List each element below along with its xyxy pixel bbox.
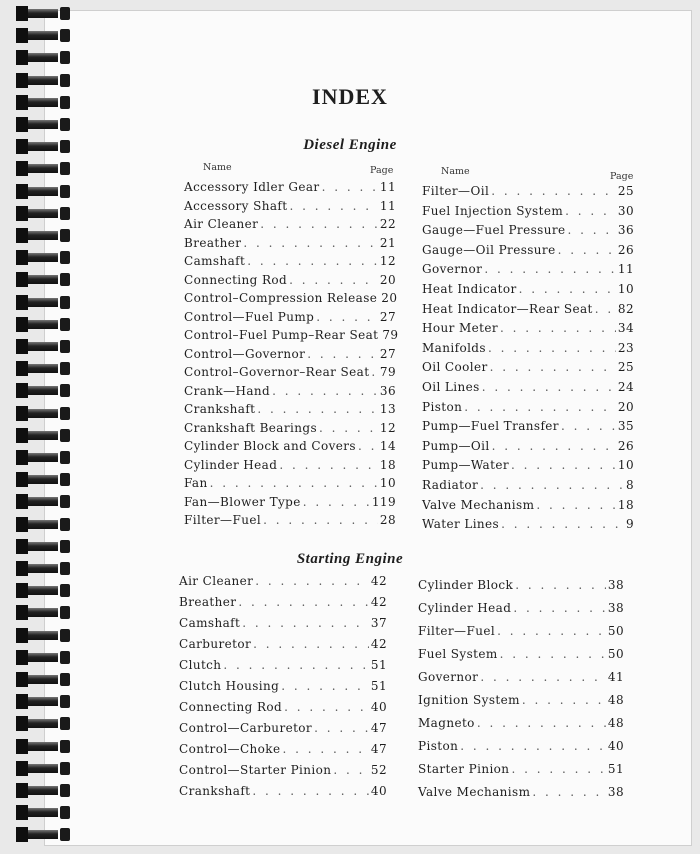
binding-ring [16, 739, 74, 754]
index-entry [179, 616, 387, 637]
index-entry [179, 658, 387, 679]
index-entry [422, 478, 634, 498]
entry-page-number: 36 [379, 383, 396, 398]
leader-dots [284, 700, 369, 714]
entry-name: Filter—Oil [422, 184, 490, 198]
binding-ring [16, 228, 74, 243]
entry-name: Cylinder Head [184, 457, 278, 472]
entry-page-number: 42 [370, 595, 387, 609]
entry-name: Filter—Fuel [418, 624, 496, 638]
binding-ring [16, 716, 74, 731]
leader-dots [500, 321, 616, 335]
entry-name: Clutch [179, 658, 222, 672]
entry-page-number: 48 [607, 693, 624, 707]
binding-ring [16, 161, 74, 176]
leader-dots [558, 243, 616, 257]
index-entry [179, 742, 387, 763]
entry-name: Pump—Fuel Transfer [422, 419, 559, 434]
entry-name: Radiator [422, 477, 479, 492]
entry-name: Accessory Idler Gear [184, 180, 320, 194]
leader-dots [307, 347, 378, 361]
leader-dots [238, 595, 369, 609]
entry-name: Hour Meter [422, 321, 499, 336]
entry-name: Control—Starter Pinion [179, 763, 332, 777]
starting-right-list [418, 578, 624, 808]
entry-page-number: 14 [379, 439, 396, 453]
entry-page-number: 12 [379, 420, 396, 435]
entry-page-number: 30 [617, 203, 634, 218]
index-entry [418, 716, 624, 739]
leader-dots [319, 421, 378, 435]
leader-dots [242, 616, 369, 630]
spiral-binding [16, 6, 74, 848]
entry-page-number: 24 [617, 379, 634, 394]
leader-dots [358, 439, 378, 453]
entry-name: Heat Indicator—Rear Seat [422, 301, 593, 316]
index-entry [179, 595, 387, 616]
entry-name: Pump—Water [422, 458, 509, 473]
entry-page-number: 26 [617, 242, 634, 257]
binding-ring [16, 250, 74, 265]
entry-page-number: 37 [370, 616, 387, 630]
index-entry [184, 476, 396, 495]
entry-page-number: 41 [607, 670, 624, 684]
entry-page-number: 11 [379, 198, 396, 213]
entry-name: Ignition System [418, 693, 520, 707]
index-entry [422, 360, 634, 380]
index-entry [422, 204, 634, 224]
index-entry [184, 402, 396, 421]
leader-dots [247, 254, 378, 268]
page-title: INDEX [312, 84, 388, 109]
binding-ring [16, 472, 74, 487]
leader-dots [491, 184, 616, 198]
index-entry [422, 400, 634, 420]
entry-name: Magneto [418, 716, 475, 730]
entry-page-number: 50 [607, 624, 624, 638]
binding-ring [16, 317, 74, 332]
leader-dots [500, 647, 606, 661]
entry-page-number: 47 [370, 721, 387, 735]
index-entry [184, 421, 396, 440]
binding-ring [16, 783, 74, 798]
entry-page-number: 22 [379, 217, 396, 231]
leader-dots [484, 262, 616, 276]
entry-page-number: 38 [607, 785, 624, 799]
entry-name: Oil Lines [422, 379, 480, 394]
entry-name: Camshaft [179, 616, 241, 630]
entry-name: Crankshaft [184, 402, 256, 416]
leader-dots [488, 341, 616, 355]
index-entry [184, 384, 396, 403]
entry-page-number: 36 [617, 223, 634, 238]
index-entry [184, 236, 396, 255]
leader-dots [567, 223, 615, 237]
index-entry [184, 310, 396, 329]
binding-ring [16, 50, 74, 65]
entry-page-number: 25 [617, 360, 634, 375]
entry-page-number: 40 [370, 784, 387, 798]
diesel-engine-heading: Diesel Engine [303, 137, 397, 153]
entry-page-number: 20 [379, 272, 396, 287]
entry-name: Control—Carburetor [179, 721, 313, 735]
entry-name: Accessory Shaft [184, 198, 288, 213]
index-entry [179, 763, 387, 784]
binding-ring [16, 450, 74, 465]
entry-page-number: 40 [370, 700, 387, 714]
entry-name: Governor [418, 670, 479, 684]
leader-dots [243, 236, 378, 250]
index-entry [422, 419, 634, 439]
index-entry [184, 180, 396, 199]
entry-page-number: 20 [381, 291, 398, 305]
binding-ring [16, 650, 74, 665]
diesel-right-list [422, 184, 634, 537]
index-entry [422, 223, 634, 243]
index-entry [184, 365, 396, 384]
index-entry [184, 439, 396, 458]
leader-dots [480, 478, 624, 492]
index-entry [422, 243, 634, 263]
entry-page-number: 25 [617, 184, 634, 198]
entry-name: Breather [179, 595, 237, 609]
leader-dots [515, 578, 606, 592]
entry-page-number: 38 [607, 601, 624, 615]
entry-name: Connecting Rod [179, 700, 283, 714]
entry-name: Connecting Rod [184, 272, 288, 287]
index-entry [418, 762, 624, 785]
binding-ring [16, 206, 74, 221]
diesel-right-name-header: Name [441, 166, 470, 177]
entry-page-number: 38 [607, 578, 624, 592]
index-entry [422, 321, 634, 341]
leader-dots [497, 624, 606, 638]
index-entry [422, 498, 634, 518]
leader-dots [511, 762, 605, 776]
leader-dots [272, 384, 378, 398]
binding-ring [16, 117, 74, 132]
entry-name: Valve Mechanism [418, 785, 531, 799]
entry-page-number: 51 [607, 762, 624, 776]
index-entry [422, 458, 634, 478]
entry-page-number: 28 [379, 513, 396, 527]
leader-dots [255, 574, 369, 588]
binding-ring [16, 406, 74, 421]
entry-name: Air Cleaner [184, 217, 259, 231]
entry-page-number: 27 [379, 346, 396, 361]
leader-dots [460, 739, 606, 753]
entry-page-number: 51 [370, 658, 387, 672]
entry-page-number: 9 [625, 517, 634, 532]
entry-page-number: 11 [617, 262, 634, 277]
diesel-left-page-header: Page [370, 165, 394, 176]
entry-name: Control—Governor [184, 346, 306, 361]
index-entry [418, 739, 624, 762]
leader-dots [522, 693, 606, 707]
entry-page-number: 42 [370, 637, 387, 651]
leader-dots [223, 658, 369, 672]
index-entry [422, 380, 634, 400]
leader-dots [477, 716, 606, 730]
entry-page-number: 10 [379, 476, 396, 490]
binding-ring [16, 583, 74, 598]
leader-dots [281, 679, 369, 693]
binding-ring [16, 272, 74, 287]
index-entry [422, 439, 634, 459]
starting-engine-heading: Starting Engine [296, 551, 404, 567]
entry-page-number: 82 [617, 301, 634, 316]
leader-dots [253, 637, 369, 651]
index-entry [184, 291, 396, 310]
entry-page-number: 11 [379, 180, 396, 194]
entry-page-number: 79 [382, 328, 399, 342]
entry-name: Fuel Injection System [422, 203, 564, 218]
index-entry [179, 574, 387, 595]
entry-page-number: 47 [370, 742, 387, 756]
index-entry [422, 302, 634, 322]
entry-page-number: 10 [617, 458, 634, 473]
entry-name: Crank—Hand [184, 383, 271, 398]
entry-name: Fan—Blower Type [184, 494, 301, 509]
leader-dots [482, 380, 616, 394]
diesel-left-list [184, 180, 399, 532]
entry-name: Gauge—Oil Pressure [422, 242, 556, 257]
entry-name: Governor [422, 262, 483, 277]
leader-dots [464, 400, 616, 414]
index-entry [184, 495, 396, 514]
binding-ring [16, 628, 74, 643]
entry-page-number: 40 [607, 739, 624, 753]
leader-dots [490, 360, 616, 374]
binding-ring [16, 494, 74, 509]
entry-name: Filter—Fuel [184, 513, 262, 527]
leader-dots [263, 513, 378, 527]
entry-page-number: 12 [379, 254, 396, 268]
entry-page-number: 13 [379, 402, 396, 416]
entry-name: Cylinder Block [418, 578, 514, 592]
binding-ring [16, 517, 74, 532]
entry-name: Manifolds [422, 340, 486, 355]
binding-ring [16, 827, 74, 842]
leader-dots [511, 458, 616, 472]
binding-ring [16, 672, 74, 687]
index-entry [422, 341, 634, 361]
entry-name: Water Lines [422, 517, 500, 532]
entry-name: Heat Indicator [422, 281, 517, 296]
entry-name: Breather [184, 235, 242, 250]
index-entry [418, 670, 624, 693]
entry-name: Control–Compression Release [184, 291, 378, 305]
entry-page-number: 119 [371, 494, 396, 509]
entry-page-number: 18 [617, 497, 634, 512]
entry-name: Piston [422, 399, 463, 414]
leader-dots [561, 419, 616, 433]
binding-ring [16, 184, 74, 199]
leader-dots [289, 273, 378, 287]
leader-dots [316, 310, 378, 324]
diesel-right-page-header: Page [610, 171, 634, 182]
binding-ring [16, 295, 74, 310]
entry-page-number: 8 [625, 477, 634, 492]
leader-dots [501, 517, 624, 531]
entry-page-number: 50 [607, 647, 624, 661]
entry-name: Starter Pinion [418, 762, 510, 776]
entry-name: Gauge—Fuel Pressure [422, 223, 566, 238]
binding-ring [16, 761, 74, 776]
leader-dots [322, 180, 378, 194]
binding-ring [16, 605, 74, 620]
index-entry [418, 693, 624, 716]
index-entry [422, 184, 634, 204]
index-entry [184, 217, 396, 236]
leader-dots [303, 495, 370, 509]
entry-page-number: 21 [379, 235, 396, 250]
entry-page-number: 23 [617, 340, 634, 355]
index-entry [184, 254, 396, 273]
entry-name: Control–Governor–Rear Seat [184, 365, 370, 379]
entry-page-number: 52 [370, 763, 387, 777]
index-entry [179, 784, 387, 805]
binding-ring [16, 805, 74, 820]
index-entry [184, 458, 396, 477]
entry-page-number: 26 [617, 438, 634, 453]
index-entry [184, 347, 396, 366]
index-entry [418, 624, 624, 647]
index-entry [179, 700, 387, 721]
leader-dots [595, 302, 616, 316]
entry-name: Oil Cooler [422, 360, 488, 375]
index-entry [179, 637, 387, 658]
leader-dots [252, 784, 369, 798]
entry-name: Control—Choke [179, 742, 281, 756]
leader-dots [371, 365, 378, 379]
leader-dots [279, 458, 378, 472]
index-entry [418, 578, 624, 601]
entry-page-number: 27 [379, 309, 396, 324]
entry-name: Cylinder Head [418, 601, 512, 615]
index-entry [184, 199, 396, 218]
entry-name: Fan [184, 476, 208, 490]
leader-dots [289, 199, 377, 213]
entry-page-number: 35 [617, 419, 634, 434]
starting-left-list [179, 574, 387, 805]
entry-page-number: 48 [607, 716, 624, 730]
entry-name: Control–Fuel Pump–Rear Seat [184, 328, 379, 342]
index-entry [422, 262, 634, 282]
binding-ring [16, 361, 74, 376]
index-entry [418, 647, 624, 670]
entry-name: Clutch Housing [179, 679, 280, 693]
entry-page-number: 79 [379, 365, 396, 379]
entry-page-number: 10 [617, 281, 634, 296]
entry-page-number: 51 [370, 679, 387, 693]
diesel-left-name-header: Name [203, 162, 232, 173]
entry-page-number: 18 [379, 457, 396, 472]
index-entry [179, 721, 387, 742]
leader-dots [532, 785, 606, 799]
entry-page-number: 20 [617, 399, 634, 414]
entry-name: Control—Fuel Pump [184, 309, 315, 324]
entry-name: Pump—Oil [422, 438, 490, 453]
entry-name: Piston [418, 739, 459, 753]
entry-name: Crankshaft Bearings [184, 420, 318, 435]
leader-dots [260, 217, 378, 231]
entry-name: Air Cleaner [179, 574, 254, 588]
binding-ring [16, 339, 74, 354]
index-entry [418, 601, 624, 624]
index-entry [422, 517, 634, 537]
index-entry [422, 282, 634, 302]
binding-ring [16, 428, 74, 443]
leader-dots [565, 204, 616, 218]
entry-name: Cylinder Block and Covers [184, 439, 356, 453]
index-entry [184, 328, 399, 347]
binding-ring [16, 383, 74, 398]
index-entry [184, 273, 396, 292]
entry-name: Fuel System [418, 647, 498, 661]
index-entry [184, 513, 396, 532]
leader-dots [333, 763, 369, 777]
leader-dots [282, 742, 368, 756]
entry-name: Carburetor [179, 637, 252, 651]
leader-dots [536, 498, 616, 512]
entry-name: Camshaft [184, 254, 246, 268]
entry-page-number: 34 [617, 321, 634, 336]
binding-ring [16, 694, 74, 709]
leader-dots [519, 282, 616, 296]
leader-dots [314, 721, 369, 735]
entry-name: Crankshaft [179, 784, 251, 798]
leader-dots [257, 402, 378, 416]
leader-dots [513, 601, 606, 615]
binding-ring [16, 6, 74, 21]
entry-name: Valve Mechanism [422, 497, 535, 512]
index-entry [179, 679, 387, 700]
leader-dots [480, 670, 606, 684]
binding-ring [16, 28, 74, 43]
leader-dots [210, 476, 378, 490]
entry-page-number: 42 [370, 574, 387, 588]
index-entry [418, 785, 624, 808]
leader-dots [492, 439, 616, 453]
